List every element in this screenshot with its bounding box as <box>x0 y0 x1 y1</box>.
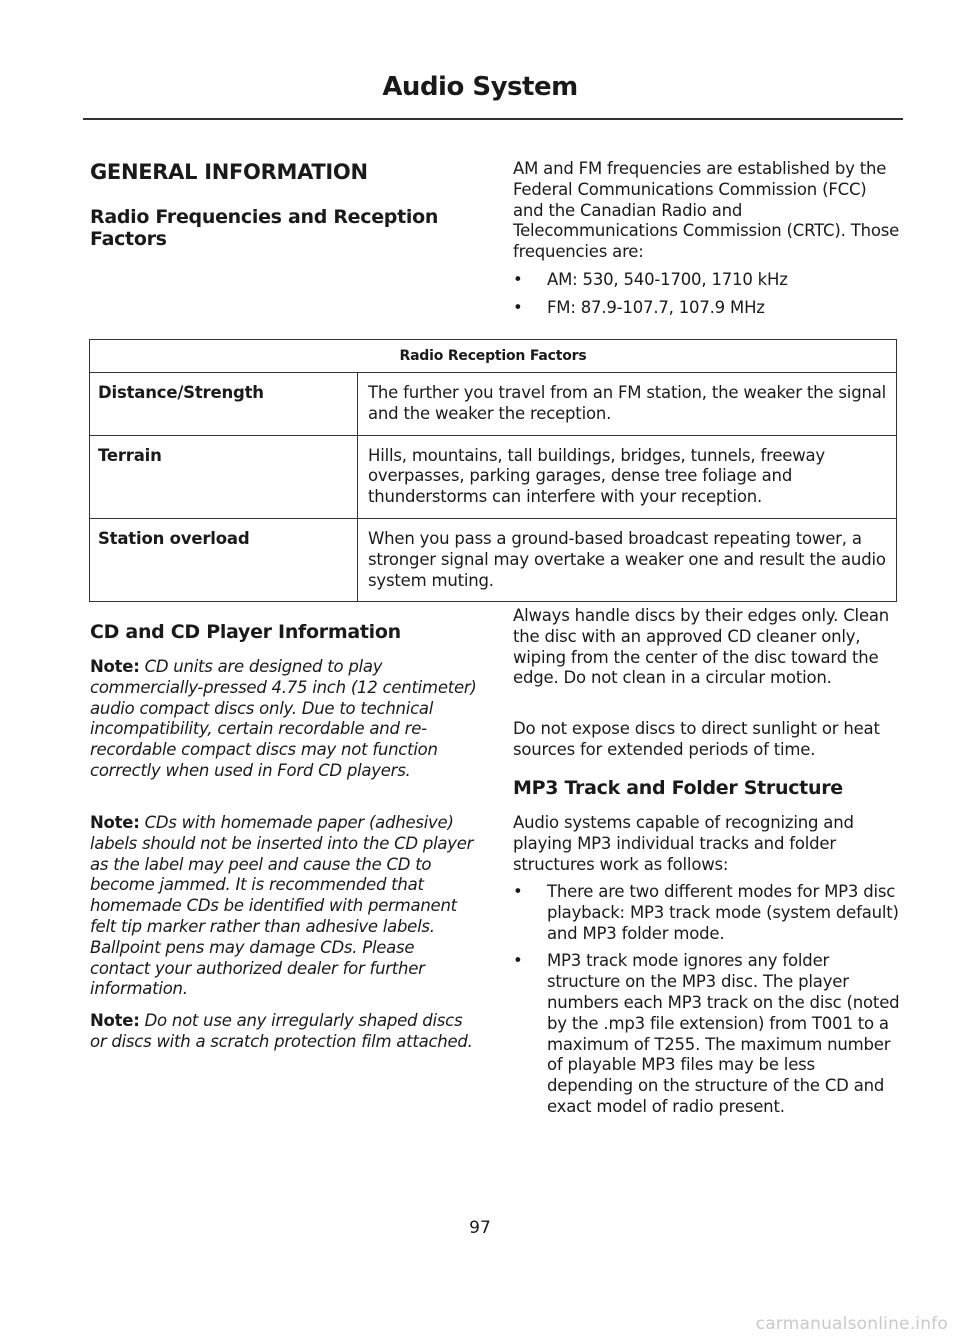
factor-description-cell: When you pass a ground-based broadcast repeating tower, a stronger signal may overtake a weaker one and result the audio system muting. <box>358 518 897 601</box>
factor-name-cell: Station overload <box>90 518 358 601</box>
table-row <box>90 373 897 436</box>
disc-handling-paragraph: Always handle discs by their edges only. Clean the disc with an approved CD cleaner only, wiping from the center of the disc toward the edge. Do not clean in a circular motion. <box>513 606 890 688</box>
note-label: Note: <box>90 657 140 676</box>
mp3-structure-heading: MP3 Track and Folder Structure <box>513 777 843 799</box>
factor-name-cell: Terrain <box>90 435 358 518</box>
header-divider <box>83 118 903 120</box>
table-row <box>90 435 897 518</box>
mp3-bullet-text: MP3 track mode ignores any folder structure on the MP3 disc. The player numbers each MP3 track on the disc (noted by the .mp3 file extension) from T001 to a maximum of T255. The maximum number of playable MP3 files may be less depending on the structure of the CD and exact model of radio present. <box>547 951 900 1116</box>
bullet-glyph: • <box>513 270 523 289</box>
note-label: Note: <box>90 1011 140 1030</box>
note-label: Note: <box>90 813 140 832</box>
disc-exposure-paragraph: Do not expose discs to direct sunlight or heat sources for extended periods of time. <box>513 719 880 759</box>
watermark: carmanualsonline.info <box>755 1314 948 1334</box>
note-paragraph <box>90 1011 478 1053</box>
mp3-bullet-text: There are two different modes for MP3 disc playback: MP3 track mode (system default) and MP3 folder mode. <box>547 882 899 943</box>
frequency-fm: FM: 87.9-107.7, 107.9 MHz <box>547 297 765 317</box>
bullet-glyph: • <box>513 951 523 971</box>
general-information-heading: GENERAL INFORMATION <box>90 160 368 184</box>
factor-name-cell: Distance/Strength <box>90 373 358 436</box>
note-paragraph <box>90 813 478 1000</box>
table-row <box>90 518 897 601</box>
list-item <box>513 951 903 1117</box>
factor-description-cell: Hills, mountains, tall buildings, bridges, tunnels, freeway overpasses, parking garages, dense tree foliage and thunderstorms can interfere with your reception. <box>358 435 897 518</box>
frequencies-list <box>513 270 901 326</box>
radio-reception-factors-table <box>89 339 897 602</box>
page-header-title: Audio System <box>382 72 578 102</box>
note-text: Do not use any irregularly shaped discs or discs with a scratch protection film attached. <box>90 1011 473 1051</box>
radio-frequencies-heading: Radio Frequencies and Reception Factors <box>90 206 439 250</box>
list-item <box>513 298 901 319</box>
note-text: CDs with homemade paper (adhesive) labels should not be inserted into the CD player as the label may peel and cause the CD to become jammed. It is recommended that homemade CDs be identified with permanent felt tip marker rather than adhesive labels. Ballpoint pens may damage CDs. Please contact your authorized dealer for further information. <box>90 813 474 999</box>
bullet-glyph: • <box>513 297 523 317</box>
bullet-glyph: • <box>513 882 523 901</box>
list-item <box>513 270 901 291</box>
frequencies-intro-paragraph: AM and FM frequencies are established by the Federal Communications Commission (FCC) and the Canadian Radio and Telecommunications Commission (CRTC). Those frequencies are: <box>513 159 900 262</box>
note-paragraph <box>90 657 478 782</box>
frequency-am: AM: 530, 540-1700, 1710 kHz <box>547 270 788 289</box>
table-title: Radio Reception Factors <box>90 340 897 373</box>
list-item <box>513 882 903 944</box>
cd-player-heading: CD and CD Player Information <box>90 621 401 643</box>
factor-description-cell: The further you travel from an FM station, the weaker the signal and the weaker the reception. <box>358 373 897 436</box>
note-text: CD units are designed to play commercially-pressed 4.75 inch (12 centimeter) audio compact discs only. Due to technical incompatibility, certain recordable and re-recordable compact discs may not function correctly when used in Ford CD players. <box>90 657 477 780</box>
mp3-intro-paragraph: Audio systems capable of recognizing and playing MP3 individual tracks and folder structures work as follows: <box>513 813 854 874</box>
mp3-modes-list <box>513 882 903 1125</box>
page-number: 97 <box>469 1218 491 1238</box>
